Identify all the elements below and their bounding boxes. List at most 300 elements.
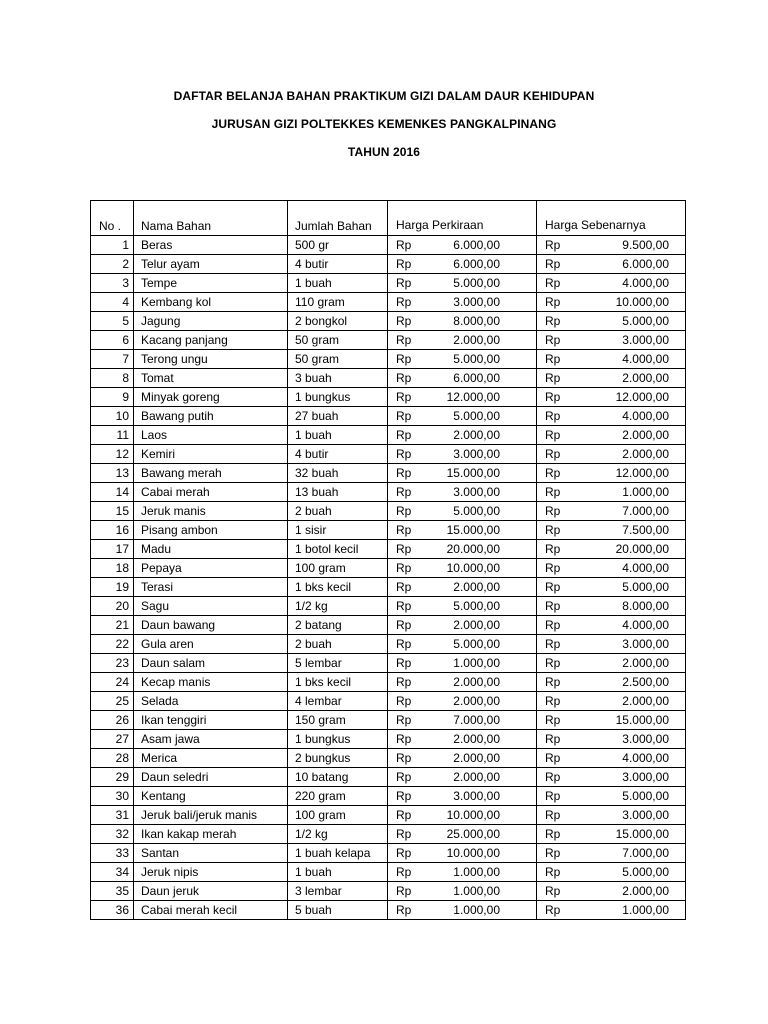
estimated-price: [388, 882, 537, 901]
actual-price: [537, 445, 686, 464]
estimated-price-value: 3.000,00: [453, 447, 500, 461]
actual-price: [537, 274, 686, 293]
estimated-price-value: 5.000,00: [453, 637, 500, 651]
item-name: Tempe: [134, 274, 288, 293]
item-name: Terong ungu: [134, 350, 288, 369]
estimated-price: [388, 654, 537, 673]
currency-label: Rp: [545, 599, 561, 613]
currency-label: Rp: [545, 295, 561, 309]
estimated-price: [388, 768, 537, 787]
table-row: [91, 540, 686, 559]
row-number: 19: [91, 578, 134, 597]
currency-label: Rp: [545, 846, 561, 860]
item-name: Daun bawang: [134, 616, 288, 635]
row-number: 17: [91, 540, 134, 559]
row-number: 31: [91, 806, 134, 825]
table-row: [91, 825, 686, 844]
table-row: [91, 274, 686, 293]
currency-label: Rp: [545, 713, 561, 727]
item-quantity: 4 lembar: [288, 692, 388, 711]
estimated-price-value: 6.000,00: [453, 371, 500, 385]
currency-label: Rp: [545, 884, 561, 898]
row-number: 27: [91, 730, 134, 749]
row-number: 2: [91, 255, 134, 274]
row-number: 23: [91, 654, 134, 673]
shopping-list-table: [90, 200, 686, 920]
actual-price-value: 4.000,00: [622, 409, 669, 423]
actual-price: [537, 369, 686, 388]
currency-label: Rp: [545, 428, 561, 442]
currency-label: Rp: [396, 352, 412, 366]
table-row: [91, 882, 686, 901]
actual-price: [537, 844, 686, 863]
row-number: 35: [91, 882, 134, 901]
table-row: [91, 597, 686, 616]
actual-price-value: 2.000,00: [622, 656, 669, 670]
currency-label: Rp: [396, 751, 412, 765]
table-row: [91, 787, 686, 806]
document-subtitle: JURUSAN GIZI POLTEKKES KEMENKES PANGKALPINANG: [211, 117, 557, 131]
currency-label: Rp: [396, 884, 412, 898]
row-number: 13: [91, 464, 134, 483]
actual-price-value: 15.000,00: [615, 827, 669, 841]
item-quantity: 1 buah: [288, 274, 388, 293]
row-number: 26: [91, 711, 134, 730]
item-name: Sagu: [134, 597, 288, 616]
currency-label: Rp: [396, 827, 412, 841]
currency-label: Rp: [545, 523, 561, 537]
currency-label: Rp: [396, 390, 412, 404]
document-year: TAHUN 2016: [347, 145, 421, 159]
estimated-price: [388, 597, 537, 616]
item-quantity: 50 gram: [288, 350, 388, 369]
actual-price: [537, 749, 686, 768]
item-quantity: 27 buah: [288, 407, 388, 426]
currency-label: Rp: [396, 485, 412, 499]
item-name: Kembang kol: [134, 293, 288, 312]
estimated-price: [388, 749, 537, 768]
estimated-price-value: 2.000,00: [453, 618, 500, 632]
row-number: 1: [91, 236, 134, 255]
item-quantity: 1/2 kg: [288, 825, 388, 844]
actual-price: [537, 293, 686, 312]
row-number: 10: [91, 407, 134, 426]
table-row: [91, 863, 686, 882]
item-name: Madu: [134, 540, 288, 559]
actual-price-value: 9.500,00: [622, 238, 669, 252]
actual-price: [537, 255, 686, 274]
estimated-price: [388, 502, 537, 521]
actual-price-value: 3.000,00: [622, 333, 669, 347]
currency-label: Rp: [396, 333, 412, 347]
item-name: Cabai merah: [134, 483, 288, 502]
actual-price: [537, 806, 686, 825]
table-row: [91, 502, 686, 521]
item-quantity: 1 botol kecil: [288, 540, 388, 559]
item-quantity: 500 gr: [288, 236, 388, 255]
currency-label: Rp: [545, 580, 561, 594]
actual-price-value: 5.000,00: [622, 314, 669, 328]
currency-label: Rp: [396, 466, 412, 480]
actual-price: [537, 635, 686, 654]
item-quantity: 150 gram: [288, 711, 388, 730]
actual-price: [537, 692, 686, 711]
item-name: Bawang putih: [134, 407, 288, 426]
table-row: [91, 426, 686, 445]
actual-price: [537, 350, 686, 369]
item-name: Kacang panjang: [134, 331, 288, 350]
table-row: [91, 635, 686, 654]
table-row: [91, 616, 686, 635]
row-number: 7: [91, 350, 134, 369]
table-row: [91, 844, 686, 863]
item-name: Tomat: [134, 369, 288, 388]
item-name: Pepaya: [134, 559, 288, 578]
item-quantity: 1 bungkus: [288, 388, 388, 407]
header-harga-sebenarnya: Harga Sebenarnya: [537, 201, 686, 236]
estimated-price-value: 2.000,00: [453, 751, 500, 765]
estimated-price-value: 10.000,00: [446, 561, 500, 575]
currency-label: Rp: [396, 618, 412, 632]
row-number: 29: [91, 768, 134, 787]
item-quantity: 2 buah: [288, 502, 388, 521]
estimated-price-value: 2.000,00: [453, 428, 500, 442]
row-number: 20: [91, 597, 134, 616]
estimated-price-value: 20.000,00: [446, 542, 500, 556]
actual-price: [537, 825, 686, 844]
item-name: Beras: [134, 236, 288, 255]
actual-price: [537, 236, 686, 255]
header-jumlah-bahan: Jumlah Bahan: [288, 201, 388, 236]
item-quantity: 1 bks kecil: [288, 578, 388, 597]
currency-label: Rp: [545, 485, 561, 499]
currency-label: Rp: [545, 447, 561, 461]
currency-label: Rp: [396, 808, 412, 822]
item-name: Jeruk nipis: [134, 863, 288, 882]
row-number: 22: [91, 635, 134, 654]
currency-label: Rp: [545, 333, 561, 347]
table-header-row: [91, 201, 686, 236]
item-quantity: 2 bungkus: [288, 749, 388, 768]
item-name: Bawang merah: [134, 464, 288, 483]
estimated-price-value: 3.000,00: [453, 485, 500, 499]
item-quantity: 10 batang: [288, 768, 388, 787]
estimated-price: [388, 787, 537, 806]
actual-price: [537, 730, 686, 749]
table-row: [91, 445, 686, 464]
item-quantity: 5 lembar: [288, 654, 388, 673]
header-nama-bahan: Nama Bahan: [134, 201, 288, 236]
item-name: Laos: [134, 426, 288, 445]
currency-label: Rp: [545, 656, 561, 670]
currency-label: Rp: [545, 732, 561, 746]
estimated-price-value: 5.000,00: [453, 409, 500, 423]
actual-price-value: 10.000,00: [615, 295, 669, 309]
estimated-price: [388, 863, 537, 882]
row-number: 12: [91, 445, 134, 464]
estimated-price-value: 1.000,00: [453, 903, 500, 917]
actual-price: [537, 407, 686, 426]
actual-price-value: 12.000,00: [615, 466, 669, 480]
estimated-price: [388, 616, 537, 635]
item-quantity: 4 butir: [288, 255, 388, 274]
currency-label: Rp: [545, 789, 561, 803]
actual-price-value: 5.000,00: [622, 580, 669, 594]
table-row: [91, 749, 686, 768]
item-quantity: 2 buah: [288, 635, 388, 654]
estimated-price: [388, 388, 537, 407]
currency-label: Rp: [545, 352, 561, 366]
actual-price: [537, 901, 686, 920]
table-row: [91, 293, 686, 312]
item-quantity: 50 gram: [288, 331, 388, 350]
table-row: [91, 464, 686, 483]
estimated-price: [388, 464, 537, 483]
table-row: [91, 388, 686, 407]
item-name: Asam jawa: [134, 730, 288, 749]
currency-label: Rp: [545, 238, 561, 252]
estimated-price: [388, 559, 537, 578]
item-name: Selada: [134, 692, 288, 711]
row-number: 3: [91, 274, 134, 293]
estimated-price: [388, 844, 537, 863]
estimated-price: [388, 901, 537, 920]
actual-price-value: 20.000,00: [615, 542, 669, 556]
actual-price: [537, 502, 686, 521]
actual-price-value: 4.000,00: [622, 276, 669, 290]
table-row: [91, 901, 686, 920]
estimated-price: [388, 483, 537, 502]
estimated-price-value: 1.000,00: [453, 865, 500, 879]
item-quantity: 1 sisir: [288, 521, 388, 540]
estimated-price: [388, 578, 537, 597]
item-quantity: 3 lembar: [288, 882, 388, 901]
item-name: Kentang: [134, 787, 288, 806]
actual-price: [537, 578, 686, 597]
estimated-price-value: 3.000,00: [453, 295, 500, 309]
actual-price-value: 4.000,00: [622, 751, 669, 765]
item-quantity: 1/2 kg: [288, 597, 388, 616]
item-name: Pisang ambon: [134, 521, 288, 540]
estimated-price-value: 7.000,00: [453, 713, 500, 727]
row-number: 14: [91, 483, 134, 502]
estimated-price: [388, 540, 537, 559]
estimated-price-value: 10.000,00: [446, 846, 500, 860]
table-row: [91, 312, 686, 331]
table-row: [91, 236, 686, 255]
actual-price-value: 5.000,00: [622, 789, 669, 803]
currency-label: Rp: [396, 713, 412, 727]
estimated-price-value: 10.000,00: [446, 808, 500, 822]
currency-label: Rp: [396, 523, 412, 537]
actual-price: [537, 673, 686, 692]
header-no: No .: [91, 201, 134, 236]
estimated-price-value: 15.000,00: [446, 466, 500, 480]
estimated-price: [388, 445, 537, 464]
currency-label: Rp: [545, 409, 561, 423]
actual-price-value: 2.000,00: [622, 371, 669, 385]
actual-price-value: 8.000,00: [622, 599, 669, 613]
document-title: DAFTAR BELANJA BAHAN PRAKTIKUM GIZI DALAM DAUR KEHIDUPAN: [173, 89, 595, 103]
estimated-price: [388, 350, 537, 369]
row-number: 18: [91, 559, 134, 578]
actual-price: [537, 559, 686, 578]
currency-label: Rp: [396, 770, 412, 784]
item-quantity: 1 buah: [288, 863, 388, 882]
item-quantity: 110 gram: [288, 293, 388, 312]
row-number: 32: [91, 825, 134, 844]
item-name: Daun salam: [134, 654, 288, 673]
estimated-price: [388, 293, 537, 312]
row-number: 6: [91, 331, 134, 350]
row-number: 24: [91, 673, 134, 692]
currency-label: Rp: [396, 656, 412, 670]
actual-price-value: 3.000,00: [622, 808, 669, 822]
estimated-price: [388, 255, 537, 274]
currency-label: Rp: [545, 675, 561, 689]
estimated-price: [388, 825, 537, 844]
actual-price-value: 3.000,00: [622, 637, 669, 651]
actual-price-value: 7.500,00: [622, 523, 669, 537]
estimated-price: [388, 711, 537, 730]
estimated-price-value: 1.000,00: [453, 656, 500, 670]
estimated-price-value: 3.000,00: [453, 789, 500, 803]
actual-price: [537, 787, 686, 806]
table-row: [91, 407, 686, 426]
currency-label: Rp: [396, 846, 412, 860]
currency-label: Rp: [545, 808, 561, 822]
estimated-price: [388, 312, 537, 331]
row-number: 5: [91, 312, 134, 331]
currency-label: Rp: [545, 561, 561, 575]
table-row: [91, 255, 686, 274]
item-name: Telur ayam: [134, 255, 288, 274]
item-quantity: 3 buah: [288, 369, 388, 388]
actual-price: [537, 768, 686, 787]
table-row: [91, 654, 686, 673]
actual-price-value: 2.000,00: [622, 694, 669, 708]
currency-label: Rp: [545, 504, 561, 518]
item-quantity: 2 bongkol: [288, 312, 388, 331]
estimated-price: [388, 407, 537, 426]
actual-price-value: 1.000,00: [622, 485, 669, 499]
actual-price: [537, 711, 686, 730]
currency-label: Rp: [545, 371, 561, 385]
estimated-price-value: 6.000,00: [453, 238, 500, 252]
table-row: [91, 578, 686, 597]
currency-label: Rp: [396, 238, 412, 252]
actual-price: [537, 540, 686, 559]
item-name: Kecap manis: [134, 673, 288, 692]
item-quantity: 100 gram: [288, 806, 388, 825]
estimated-price-value: 2.000,00: [453, 770, 500, 784]
item-quantity: 5 buah: [288, 901, 388, 920]
actual-price-value: 4.000,00: [622, 561, 669, 575]
table-row: [91, 768, 686, 787]
estimated-price-value: 25.000,00: [446, 827, 500, 841]
item-name: Daun jeruk: [134, 882, 288, 901]
currency-label: Rp: [396, 694, 412, 708]
actual-price: [537, 426, 686, 445]
estimated-price: [388, 521, 537, 540]
currency-label: Rp: [396, 371, 412, 385]
currency-label: Rp: [545, 314, 561, 328]
item-quantity: 13 buah: [288, 483, 388, 502]
table-row: [91, 711, 686, 730]
item-name: Jeruk bali/jeruk manis: [134, 806, 288, 825]
estimated-price: [388, 635, 537, 654]
currency-label: Rp: [396, 903, 412, 917]
item-name: Santan: [134, 844, 288, 863]
actual-price: [537, 483, 686, 502]
currency-label: Rp: [396, 580, 412, 594]
actual-price-value: 2.000,00: [622, 447, 669, 461]
row-number: 21: [91, 616, 134, 635]
estimated-price-value: 5.000,00: [453, 352, 500, 366]
actual-price: [537, 312, 686, 331]
actual-price: [537, 654, 686, 673]
actual-price: [537, 331, 686, 350]
row-number: 28: [91, 749, 134, 768]
currency-label: Rp: [396, 789, 412, 803]
row-number: 11: [91, 426, 134, 445]
row-number: 36: [91, 901, 134, 920]
estimated-price-value: 12.000,00: [446, 390, 500, 404]
estimated-price: [388, 274, 537, 293]
currency-label: Rp: [545, 903, 561, 917]
table-row: [91, 350, 686, 369]
actual-price-value: 4.000,00: [622, 618, 669, 632]
estimated-price-value: 15.000,00: [446, 523, 500, 537]
currency-label: Rp: [396, 276, 412, 290]
item-name: Cabai merah kecil: [134, 901, 288, 920]
row-number: 8: [91, 369, 134, 388]
table-row: [91, 692, 686, 711]
currency-label: Rp: [545, 827, 561, 841]
currency-label: Rp: [545, 257, 561, 271]
estimated-price: [388, 426, 537, 445]
currency-label: Rp: [396, 599, 412, 613]
item-quantity: 220 gram: [288, 787, 388, 806]
actual-price: [537, 597, 686, 616]
currency-label: Rp: [545, 466, 561, 480]
table-row: [91, 673, 686, 692]
item-name: Daun seledri: [134, 768, 288, 787]
estimated-price: [388, 236, 537, 255]
estimated-price: [388, 730, 537, 749]
actual-price-value: 3.000,00: [622, 732, 669, 746]
currency-label: Rp: [396, 865, 412, 879]
estimated-price: [388, 806, 537, 825]
estimated-price: [388, 331, 537, 350]
actual-price: [537, 388, 686, 407]
row-number: 25: [91, 692, 134, 711]
currency-label: Rp: [396, 675, 412, 689]
item-quantity: 2 batang: [288, 616, 388, 635]
estimated-price: [388, 673, 537, 692]
item-name: Merica: [134, 749, 288, 768]
estimated-price-value: 5.000,00: [453, 276, 500, 290]
currency-label: Rp: [545, 276, 561, 290]
currency-label: Rp: [396, 447, 412, 461]
item-quantity: 1 buah: [288, 426, 388, 445]
currency-label: Rp: [396, 314, 412, 328]
item-name: Minyak goreng: [134, 388, 288, 407]
currency-label: Rp: [545, 694, 561, 708]
actual-price-value: 2.000,00: [622, 428, 669, 442]
estimated-price-value: 2.000,00: [453, 732, 500, 746]
currency-label: Rp: [396, 504, 412, 518]
